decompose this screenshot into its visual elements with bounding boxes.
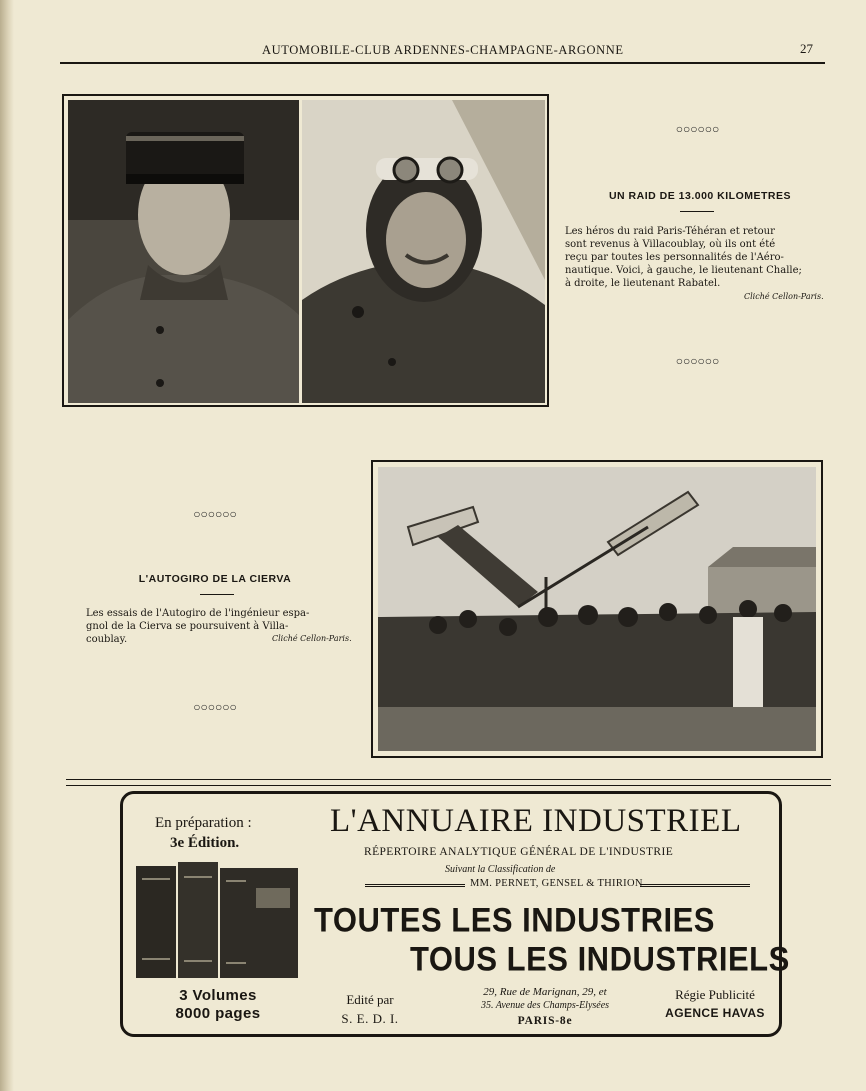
photo-lieutenant-challe [68, 100, 299, 403]
running-header: AUTOMOBILE-CLUB ARDENNES-CHAMPAGNE-ARGONNE [262, 43, 624, 57]
ad-publisher: S. E. D. I. [341, 1011, 399, 1026]
raid-caption-line: à droite, le lieutenant Rabatel. [565, 278, 721, 289]
autogiro-title-rule [200, 594, 234, 595]
ad-address-1: 29, Rue de Marignan, 29, et [483, 986, 607, 998]
autogiro-caption-line: gnol de la Cierva se poursuivent à Villa- [86, 621, 289, 632]
photo-lieutenant-rabatel [302, 100, 545, 403]
page-spine [0, 0, 14, 1091]
raid-caption-line: Les héros du raid Paris-Téhéran et retour [565, 226, 775, 237]
ad-edited-by: Edité par [346, 992, 394, 1007]
autogiro-caption-line: Les essais de l'Autogiro de l'ingénieur espa- [86, 608, 310, 619]
autogiro-photo-credit: Cliché Cellon-Paris. [272, 634, 352, 643]
ad-preparation: En préparation : [155, 815, 252, 831]
ad-volumes: 3 Volumes [179, 987, 257, 1004]
ad-subtitle: RÉPERTOIRE ANALYTIQUE GÉNÉRAL DE L'INDUSTRIE [364, 846, 674, 858]
ornament-raid-top: ○○○○○○ [675, 122, 720, 136]
ad-regie: Régie Publicité [675, 987, 755, 1002]
raid-caption-line: nautique. Voici, à gauche, le lieutenant Challe; [565, 265, 802, 276]
ad-slogan-2: TOUS LES INDUSTRIELS [410, 939, 790, 979]
ornament-autogiro-top: ○○○○○○ [193, 507, 237, 521]
ad-slogan-1: TOUTES LES INDUSTRIES [314, 900, 715, 940]
aviators-photo-frame [62, 94, 549, 407]
ad-brand-title: L'ANNUAIRE INDUSTRIEL [330, 803, 742, 839]
ornament-raid-bottom: ○○○○○○ [675, 354, 720, 368]
autogiro-caption-title: L'AUTOGIRO DE LA CIERVA [138, 573, 292, 585]
ad-pages: 8000 pages [175, 1005, 261, 1022]
ad-agency: AGENCE HAVAS [665, 1006, 765, 1020]
raid-photo-credit: Cliché Cellon-Paris. [744, 292, 824, 301]
ad-edition: 3e Édition. [170, 835, 240, 851]
ad-rule-left [365, 884, 465, 887]
raid-title-rule [680, 211, 714, 212]
ad-authors: MM. PERNET, GENSEL & THIRION [470, 878, 643, 889]
section-separator-top [66, 779, 831, 780]
photo-autogiro [378, 467, 816, 751]
page-number: 27 [800, 41, 813, 56]
ad-classification: Suivant la Classification de [445, 864, 556, 875]
header-rule [60, 62, 825, 64]
autogiro-caption-line: coublay. [86, 634, 128, 645]
raid-caption-title: UN RAID DE 13.000 KILOMETRES [608, 190, 792, 202]
ad-city: PARIS-8e [517, 1015, 573, 1027]
ad-address-2: 35. Avenue des Champs-Elysées [480, 1000, 610, 1011]
autogiro-photo-frame [371, 460, 823, 758]
ornament-autogiro-bottom: ○○○○○○ [193, 700, 237, 714]
section-separator-bottom [66, 785, 831, 786]
ad-rule-right [640, 884, 750, 887]
raid-caption-line: reçu par toutes les personnalités de l'Aéro- [565, 252, 784, 263]
books-illustration [136, 858, 301, 988]
raid-caption-line: sont revenus à Villacoublay, où ils ont été [565, 239, 776, 250]
